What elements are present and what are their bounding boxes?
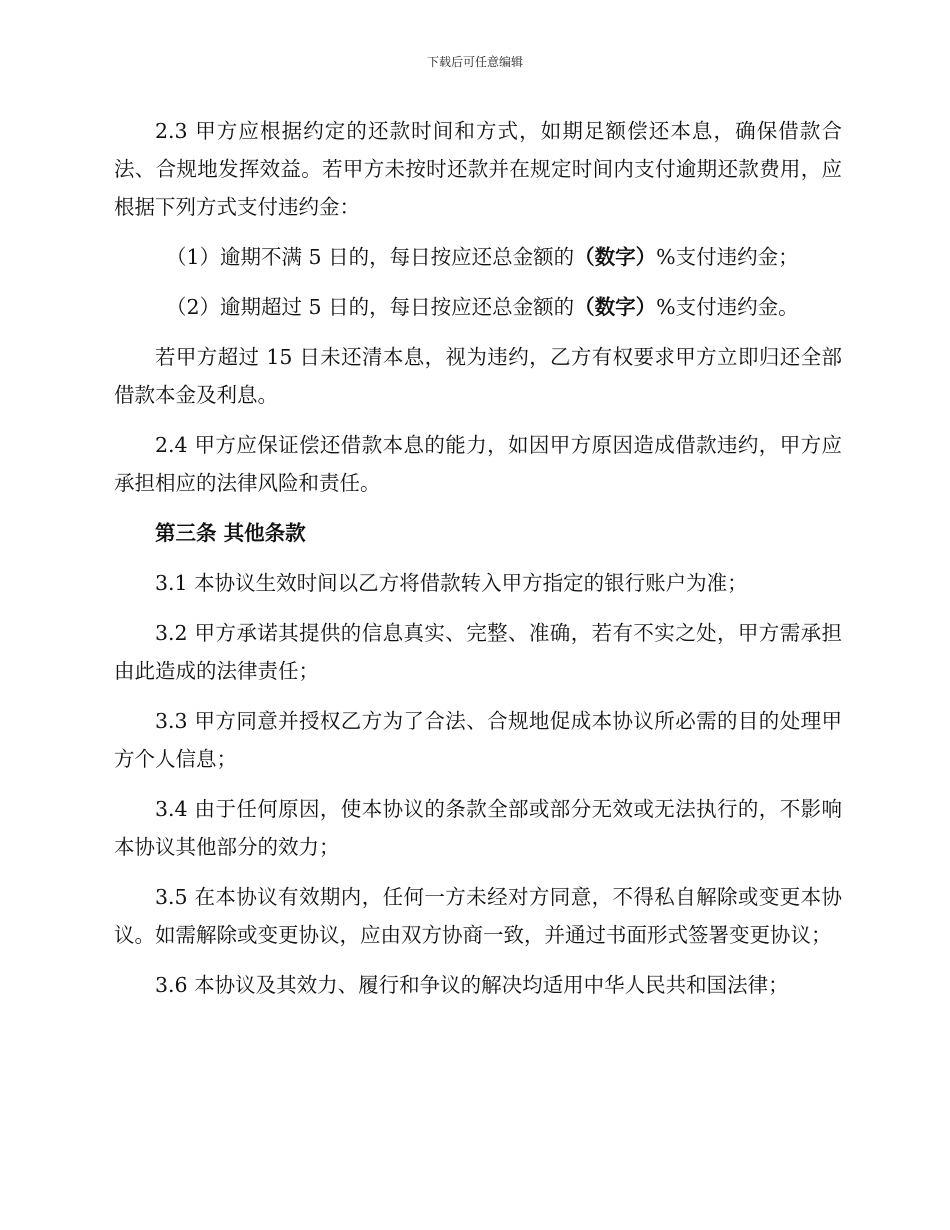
penalty-item-2-prefix: （2）逾期超过 5 日的，每日按应还总金额的 — [166, 295, 575, 319]
document-body — [114, 112, 842, 1016]
penalty-item-2 — [114, 288, 842, 326]
page-header: 下载后可任意编辑 — [426, 55, 523, 69]
penalty-item-1 — [114, 238, 842, 276]
penalty-item-1-suffix: %支付违约金； — [656, 245, 799, 269]
clause-3-1: 3.1 本协议生效时间以乙方将借款转入甲方指定的银行账户为准； — [155, 571, 748, 595]
clause-2-4: 2.4 甲方应保证偿还借款本息的能力，如因甲方原因造成借款违约，甲方应承担相应的法律风险和责任。 — [114, 433, 842, 495]
clause-3-4: 3.4 由于任何原因，使本协议的条款全部或部分无效或无法执行的，不影响本协议其他部分的效力； — [114, 797, 842, 859]
clause-overdue-15-days: 若甲方超过 15 日未还清本息，视为违约，乙方有权要求甲方立即归还全部借款本金及利息。 — [114, 345, 842, 407]
clause-3-5: 3.5 在本协议有效期内，任何一方未经对方同意，不得私自解除或变更本协议。如需解除或变更协议，应由双方协商一致，并通过书面形式签署变更协议； — [114, 885, 842, 947]
section-3-title: 第三条 其他条款 — [155, 521, 306, 545]
clause-3-2: 3.2 甲方承诺其提供的信息真实、完整、准确，若有不实之处，甲方需承担由此造成的法律责任； — [114, 621, 842, 683]
penalty-item-2-placeholder: （数字） — [574, 295, 657, 319]
clause-3-3: 3.3 甲方同意并授权乙方为了合法、合规地促成本协议所必需的目的处理甲方个人信息； — [114, 709, 842, 771]
penalty-item-1-prefix: （1）逾期不满 5 日的，每日按应还总金额的 — [166, 245, 575, 269]
penalty-item-1-placeholder: （数字） — [574, 245, 657, 269]
penalty-item-2-suffix: %支付违约金。 — [656, 295, 799, 319]
clause-3-6: 3.6 本协议及其效力、履行和争议的解决均适用中华人民共和国法律； — [155, 973, 789, 997]
clause-2-3: 2.3 甲方应根据约定的还款时间和方式，如期足额偿还本息，确保借款合法、合规地发挥效益。若甲方未按时还款并在规定时间内支付逾期还款费用，应根据下列方式支付违约金： — [114, 119, 842, 219]
